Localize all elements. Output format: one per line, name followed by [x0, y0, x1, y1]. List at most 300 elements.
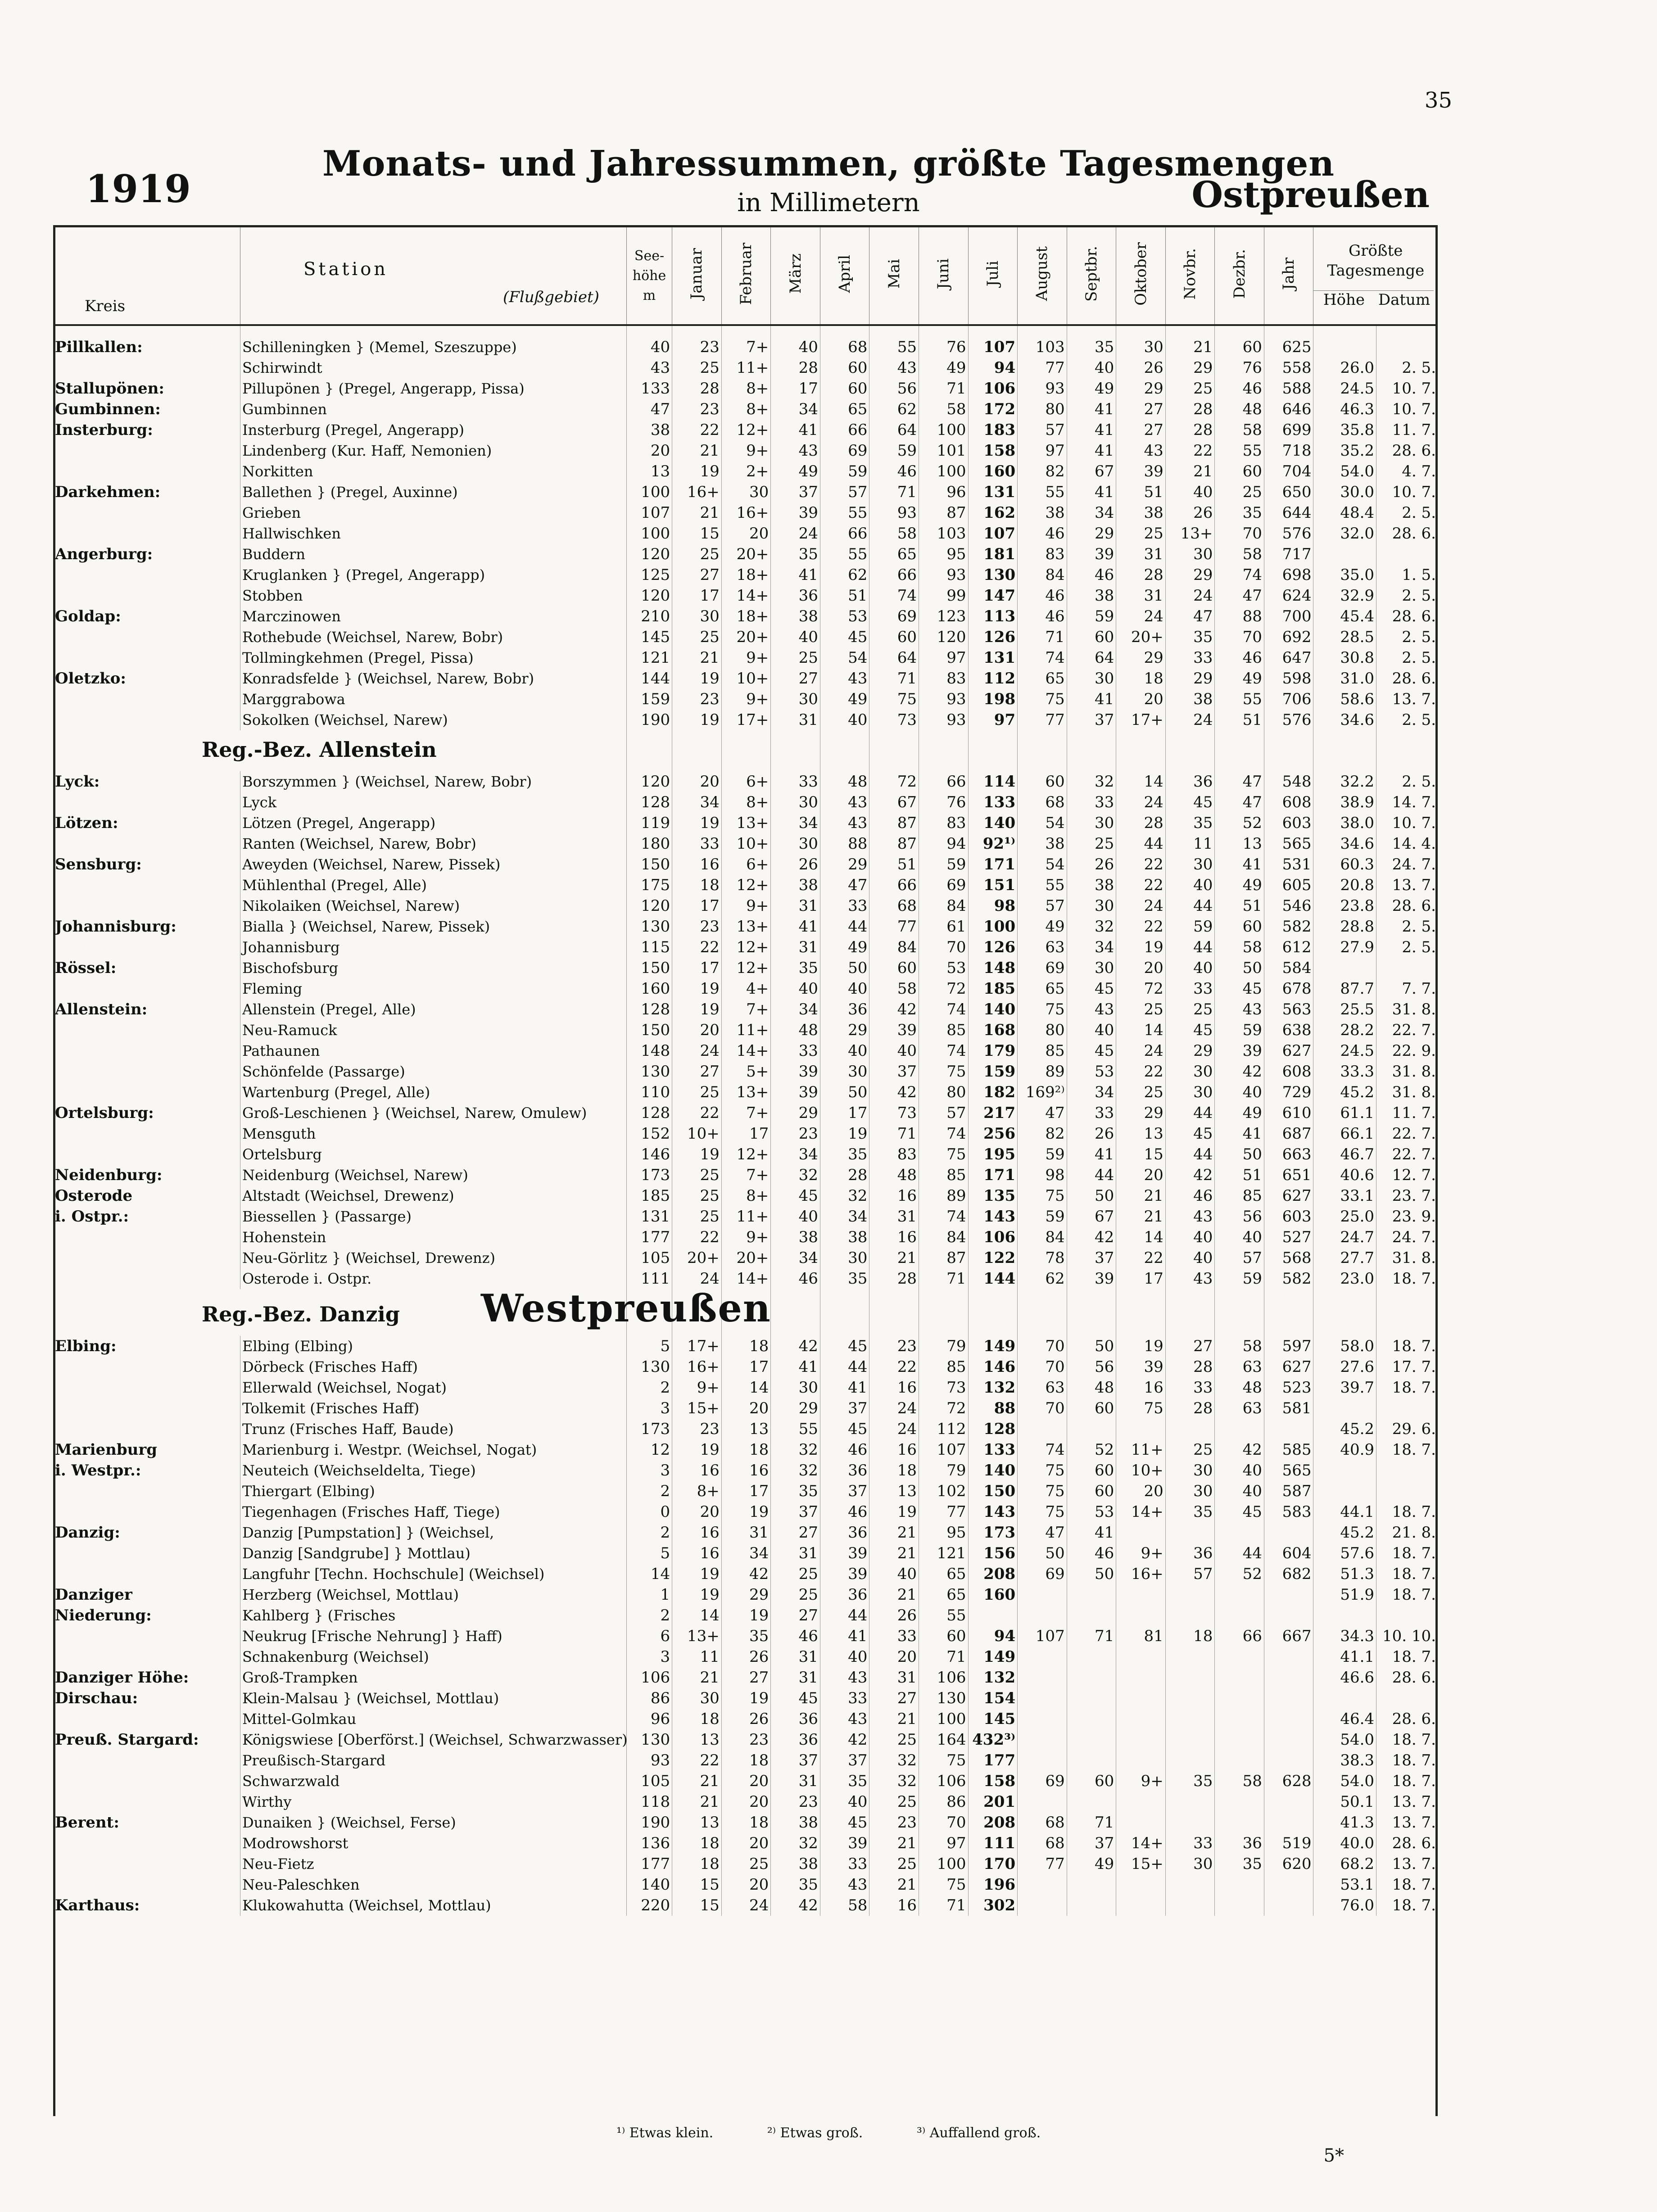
seehoehe-cell: 150	[626, 1020, 672, 1040]
month-cell: 68	[1018, 792, 1067, 813]
month-cell	[1067, 1729, 1116, 1750]
table-row	[53, 896, 1438, 916]
kreis-cell	[53, 357, 240, 378]
month-cell: 40	[820, 978, 869, 999]
month-cell: 49	[1215, 668, 1264, 689]
seehoehe-cell: 146	[626, 1144, 672, 1165]
month-cell	[1116, 1688, 1166, 1709]
jahr-cell: 647	[1264, 647, 1313, 668]
month-cell: 40	[1067, 357, 1116, 378]
month-cell: 86	[919, 1791, 968, 1812]
kreis-cell: Rössel:	[55, 959, 117, 977]
month-cell: 41	[820, 1626, 869, 1647]
month-cell: 14	[1116, 1020, 1166, 1040]
seehoehe-cell: 111	[626, 1268, 672, 1289]
month-cell	[1018, 1688, 1067, 1709]
section-header-cell	[53, 1286, 771, 1336]
month-cell: 17+	[672, 1336, 722, 1357]
month-cell: 133	[968, 1439, 1018, 1460]
max-datum-cell: 18. 7.	[1376, 1874, 1438, 1895]
seehoehe-cell: 173	[626, 1419, 672, 1439]
month-cell: 302	[968, 1895, 1018, 1916]
table-row	[53, 440, 1438, 461]
month-cell: 12+	[721, 1144, 771, 1165]
month-cell: 43	[1116, 440, 1166, 461]
max-datum-cell: 1. 5.	[1376, 565, 1438, 585]
kreis-cell	[53, 1377, 240, 1398]
month-cell: 46	[1067, 565, 1116, 585]
month-cell: 15+	[1116, 1854, 1166, 1874]
section-header-blank	[1165, 730, 1215, 771]
month-cell: 25	[1116, 523, 1166, 544]
month-cell: 70	[1018, 1336, 1067, 1357]
month-cell: 11	[672, 1647, 722, 1667]
max-hoehe-cell: 45.2	[1313, 1419, 1376, 1439]
station-cell: Buddern	[240, 544, 627, 565]
month-cell: 42	[869, 999, 919, 1020]
seehoehe-cell: 131	[626, 1206, 672, 1227]
month-cell: 65	[869, 544, 919, 565]
month-cell: 70	[1215, 627, 1264, 647]
month-cell: 25	[869, 1791, 919, 1812]
seehoehe-cell: 100	[626, 523, 672, 544]
month-cell: 13+	[721, 813, 771, 833]
month-cell: 31	[869, 1667, 919, 1688]
seehoehe-cell: 43	[626, 357, 672, 378]
month-cell: 30	[771, 792, 820, 813]
month-cell	[1067, 1750, 1116, 1771]
seehoehe-cell: 177	[626, 1854, 672, 1874]
max-datum-cell: 2. 5.	[1376, 627, 1438, 647]
month-cell: 33	[1165, 647, 1215, 668]
kreis-cell	[53, 1543, 240, 1564]
month-cell: 30	[721, 482, 771, 502]
jahr-cell: 519	[1264, 1833, 1313, 1854]
table-row	[53, 813, 1438, 833]
month-cell	[1215, 1791, 1264, 1812]
month-cell: 39	[869, 1020, 919, 1040]
footnote-1: ¹⁾ Etwas klein.	[616, 2125, 714, 2141]
month-cell: 28	[1165, 1398, 1215, 1419]
month-cell: 24	[721, 1895, 771, 1916]
month-cell: 46	[1215, 647, 1264, 668]
header-station-label: Station	[303, 259, 389, 280]
jahr-cell: 667	[1264, 1626, 1313, 1647]
month-cell: 58	[1215, 420, 1264, 440]
month-cell: 93	[1018, 378, 1067, 399]
max-hoehe-cell: 38.9	[1313, 792, 1376, 813]
station-cell: Groß-Trampken	[240, 1667, 627, 1688]
month-cell: 49	[1018, 916, 1067, 937]
month-cell: 71	[1018, 627, 1067, 647]
month-cell: 16	[869, 1895, 919, 1916]
header-flussgebiet: (Flußgebiet)	[503, 288, 599, 306]
month-cell: 25	[869, 1854, 919, 1874]
month-cell: 75	[1116, 1398, 1166, 1419]
month-cell: 41	[771, 565, 820, 585]
month-cell: 36	[771, 1729, 820, 1750]
month-cell: 8+	[721, 792, 771, 813]
month-cell: 25	[1067, 833, 1116, 854]
month-cell	[1018, 1874, 1067, 1895]
month-cell: 16	[672, 1543, 722, 1564]
station-cell: Konradsfelde } (Weichsel, Narew, Bobr)	[240, 668, 627, 689]
max-datum-cell: 14. 4.	[1376, 833, 1438, 854]
month-cell: 40	[1215, 1082, 1264, 1103]
section-title: Reg.-Bez. Allenstein	[202, 737, 437, 762]
month-cell: 38	[771, 1812, 820, 1833]
month-cell: 46	[1067, 1543, 1116, 1564]
max-hoehe-cell: 38.3	[1313, 1750, 1376, 1771]
max-hoehe-cell	[1313, 958, 1376, 978]
month-cell: 17+	[721, 710, 771, 730]
month-cell: 40	[771, 1206, 820, 1227]
month-cell: 43	[869, 357, 919, 378]
month-cell: 7+	[721, 1165, 771, 1185]
kreis-cell	[53, 1398, 240, 1419]
station-cell: Mühlenthal (Pregel, Alle)	[240, 875, 627, 896]
month-cell: 66	[820, 420, 869, 440]
month-cell: 92¹⁾	[968, 833, 1018, 854]
kreis-cell: Angerburg:	[55, 545, 153, 563]
station-cell: Tolkemit (Frisches Haff)	[240, 1398, 627, 1419]
month-cell: 106	[919, 1771, 968, 1791]
month-cell: 40	[869, 1564, 919, 1584]
seehoehe-cell: 180	[626, 833, 672, 854]
spacer-cell	[1165, 325, 1215, 337]
month-cell: 130	[919, 1688, 968, 1709]
month-cell: 177	[968, 1750, 1018, 1771]
month-cell: 13	[869, 1481, 919, 1502]
month-cell: 33	[1165, 1833, 1215, 1854]
month-cell: 33	[672, 833, 722, 854]
month-cell: 25	[672, 1165, 722, 1185]
month-cell: 107	[968, 523, 1018, 544]
month-cell: 35	[1165, 627, 1215, 647]
seehoehe-cell: 128	[626, 999, 672, 1020]
month-cell: 20	[1116, 689, 1166, 710]
month-cell: 41	[1067, 399, 1116, 420]
station-cell: Marczinowen	[240, 606, 627, 627]
max-hoehe-cell: 54.0	[1313, 461, 1376, 482]
month-cell: 71	[1067, 1812, 1116, 1833]
month-cell: 53	[820, 606, 869, 627]
month-cell: 84	[919, 1227, 968, 1248]
month-cell: 19	[672, 1439, 722, 1460]
month-cell: 30	[1067, 958, 1116, 978]
month-cell: 43	[820, 1667, 869, 1688]
jahr-cell: 646	[1264, 399, 1313, 420]
spacer-cell	[820, 325, 869, 337]
month-cell: 146	[968, 1357, 1018, 1377]
month-cell: 21	[672, 647, 722, 668]
kreis-cell: Berent:	[55, 1814, 119, 1832]
month-cell	[1116, 1584, 1166, 1605]
month-cell: 35	[771, 1874, 820, 1895]
table-row	[53, 1377, 1438, 1398]
month-cell	[1116, 1729, 1166, 1750]
month-cell: 22	[672, 1103, 722, 1123]
month-cell: 84	[1018, 1227, 1067, 1248]
month-cell: 33	[1165, 1377, 1215, 1398]
month-cell: 28	[869, 1268, 919, 1289]
month-cell: 49	[1067, 1854, 1116, 1874]
month-cell: 131	[968, 482, 1018, 502]
month-cell: 156	[968, 1543, 1018, 1564]
month-cell: 23	[672, 337, 722, 357]
month-cell: 20	[721, 1874, 771, 1895]
month-cell: 25	[771, 647, 820, 668]
month-cell: 87	[869, 813, 919, 833]
month-cell: 256	[968, 1123, 1018, 1144]
month-cell: 101	[919, 440, 968, 461]
month-cell: 75	[919, 1750, 968, 1771]
header-month-8: Septbr.	[1067, 226, 1116, 326]
table-row	[53, 1103, 1438, 1123]
month-cell: 30	[672, 606, 722, 627]
month-cell: 39	[820, 1833, 869, 1854]
month-cell: 31	[869, 1206, 919, 1227]
max-datum-cell: 28. 6.	[1376, 440, 1438, 461]
station-cell: Modrowshorst	[240, 1833, 627, 1854]
month-cell: 89	[1018, 1061, 1067, 1082]
month-cell: 13	[672, 1812, 722, 1833]
month-cell	[1165, 1522, 1215, 1543]
month-cell: 49	[820, 937, 869, 958]
month-cell: 35	[1215, 502, 1264, 523]
month-cell: 24	[672, 1268, 722, 1289]
month-cell: 59	[1018, 1144, 1067, 1165]
month-cell: 69	[1018, 1771, 1067, 1791]
month-cell: 168	[968, 1020, 1018, 1040]
table-row	[53, 1020, 1438, 1040]
max-datum-cell: 18. 7.	[1376, 1543, 1438, 1564]
month-cell: 195	[968, 1144, 1018, 1165]
max-datum-cell: 10. 7.	[1376, 399, 1438, 420]
month-cell: 38	[1067, 585, 1116, 606]
kreis-cell	[53, 710, 240, 730]
table-row	[53, 1061, 1438, 1082]
month-cell: 58	[919, 399, 968, 420]
max-hoehe-cell: 46.3	[1313, 399, 1376, 420]
kreis-cell: i. Westpr.:	[55, 1461, 141, 1479]
month-cell: 30	[1067, 896, 1116, 916]
table-row	[53, 1248, 1438, 1268]
month-cell: 44	[1165, 896, 1215, 916]
month-cell: 76	[919, 337, 968, 357]
table-row	[53, 627, 1438, 647]
region-title-secondary: Westpreußen	[480, 1286, 771, 1330]
month-cell: 23	[672, 916, 722, 937]
month-cell: 70	[1018, 1398, 1067, 1419]
seehoehe-cell: 12	[626, 1439, 672, 1460]
month-cell: 49	[919, 357, 968, 378]
max-hoehe-cell: 25.0	[1313, 1206, 1376, 1227]
table-row	[53, 1439, 1438, 1460]
max-datum-cell: 18. 7.	[1376, 1584, 1438, 1605]
station-cell: Lindenberg (Kur. Haff, Nemonien)	[240, 440, 627, 461]
month-cell: 38	[1165, 689, 1215, 710]
month-cell: 44	[1165, 1103, 1215, 1123]
month-cell	[1018, 1791, 1067, 1812]
kreis-cell	[53, 1227, 240, 1248]
month-cell: 20+	[721, 544, 771, 565]
max-hoehe-cell: 34.3	[1313, 1626, 1376, 1647]
month-cell: 84	[919, 896, 968, 916]
month-cell: 23	[771, 1123, 820, 1144]
max-datum-cell: 7. 7.	[1376, 978, 1438, 999]
month-cell: 31	[771, 896, 820, 916]
header-row	[53, 226, 1438, 326]
month-cell: 31	[1116, 585, 1166, 606]
max-hoehe-cell: 45.2	[1313, 1522, 1376, 1543]
month-cell: 48	[1215, 1377, 1264, 1398]
kreis-cell: Lyck:	[55, 773, 100, 791]
month-cell: 59	[1215, 1020, 1264, 1040]
month-cell: 9+	[672, 1377, 722, 1398]
month-cell: 30	[1067, 813, 1116, 833]
month-cell: 13+	[1165, 523, 1215, 544]
table-row	[53, 668, 1438, 689]
month-cell: 35	[771, 1481, 820, 1502]
kreis-cell	[53, 1791, 240, 1812]
section-header-blank	[869, 1289, 919, 1336]
section-header-blank	[968, 730, 1018, 771]
month-cell: 100	[968, 916, 1018, 937]
month-cell: 18	[869, 1460, 919, 1481]
month-cell: 30	[1116, 337, 1166, 357]
month-cell: 93	[919, 565, 968, 585]
header-seehoehe: See-höhe m	[626, 226, 672, 326]
jahr-cell	[1264, 1791, 1313, 1812]
max-datum-cell: 13. 7.	[1376, 875, 1438, 896]
month-cell	[1165, 1688, 1215, 1709]
jahr-cell	[1264, 1605, 1313, 1626]
section-header-cell	[53, 730, 626, 771]
table-row	[53, 978, 1438, 999]
month-cell: 131	[968, 647, 1018, 668]
month-cell: 74	[919, 1206, 968, 1227]
seehoehe-cell: 93	[626, 1750, 672, 1771]
seehoehe-cell: 121	[626, 647, 672, 668]
kreis-cell: Insterburg:	[55, 421, 153, 439]
month-cell: 49	[1215, 875, 1264, 896]
max-hoehe-cell: 35.0	[1313, 565, 1376, 585]
month-cell: 30	[1165, 1460, 1215, 1481]
month-cell: 71	[919, 1268, 968, 1289]
month-cell: 34	[672, 792, 722, 813]
month-cell: 43	[1165, 1206, 1215, 1227]
month-cell: 39	[820, 1564, 869, 1584]
max-datum-cell: 28. 6.	[1376, 606, 1438, 627]
month-cell: 28	[771, 357, 820, 378]
jahr-cell: 627	[1264, 1357, 1313, 1377]
month-cell: 33	[869, 1626, 919, 1647]
month-cell: 198	[968, 689, 1018, 710]
kreis-cell: Niederung:	[55, 1606, 152, 1624]
max-hoehe-cell: 34.6	[1313, 710, 1376, 730]
section-header-blank	[1067, 1289, 1116, 1336]
month-cell: 55	[1215, 440, 1264, 461]
table-row	[53, 337, 1438, 357]
month-cell: 52	[1215, 1564, 1264, 1584]
month-cell: 44	[1165, 1144, 1215, 1165]
month-cell: 77	[919, 1502, 968, 1522]
month-cell: 22	[1116, 916, 1166, 937]
max-datum-cell: 2. 5.	[1376, 647, 1438, 668]
month-cell: 57	[1215, 1248, 1264, 1268]
month-cell: 39	[771, 502, 820, 523]
month-cell: 38	[771, 1227, 820, 1248]
month-cell	[1215, 1812, 1264, 1833]
table-row	[53, 1626, 1438, 1647]
month-cell: 70	[919, 1812, 968, 1833]
month-cell: 71	[919, 378, 968, 399]
seehoehe-cell: 110	[626, 1082, 672, 1103]
seehoehe-cell: 14	[626, 1564, 672, 1584]
month-cell: 69	[1018, 1564, 1067, 1584]
month-cell: 23	[672, 399, 722, 420]
max-datum-cell: 10. 7.	[1376, 378, 1438, 399]
table-row	[53, 1833, 1438, 1854]
month-cell: 18	[721, 1336, 771, 1357]
max-hoehe-cell: 45.4	[1313, 606, 1376, 627]
month-cell: 13+	[721, 916, 771, 937]
month-cell	[1067, 1709, 1116, 1729]
max-datum-cell: 13. 7.	[1376, 1854, 1438, 1874]
month-cell: 171	[968, 1165, 1018, 1185]
month-cell: 30	[1165, 544, 1215, 565]
month-cell: 28	[1116, 813, 1166, 833]
max-datum-cell: 18. 7.	[1376, 1336, 1438, 1357]
month-cell: 58	[820, 1895, 869, 1916]
max-datum-cell: 18. 7.	[1376, 1729, 1438, 1750]
month-cell: 49	[820, 689, 869, 710]
month-cell: 25	[1116, 999, 1166, 1020]
table-row	[53, 1791, 1438, 1812]
month-cell: 181	[968, 544, 1018, 565]
station-cell: Marienburg i. Westpr. (Weichsel, Nogat)	[240, 1439, 627, 1460]
month-cell: 73	[869, 1103, 919, 1123]
month-cell: 16	[672, 1522, 722, 1543]
month-cell: 71	[1067, 1626, 1116, 1647]
month-cell: 60	[1215, 916, 1264, 937]
max-hoehe-cell: 30.0	[1313, 482, 1376, 502]
max-datum-cell	[1376, 1688, 1438, 1709]
max-datum-cell	[1376, 1481, 1438, 1502]
kreis-cell	[53, 1874, 240, 1895]
kreis-cell	[53, 502, 240, 523]
month-cell: 41	[771, 420, 820, 440]
table-row	[53, 1357, 1438, 1377]
month-cell: 66	[919, 771, 968, 792]
month-cell: 35	[820, 1268, 869, 1289]
jahr-cell: 523	[1264, 1377, 1313, 1398]
month-cell: 55	[1018, 875, 1067, 896]
table-row	[53, 1123, 1438, 1144]
month-cell: 25	[1165, 1439, 1215, 1460]
jahr-cell: 582	[1264, 1268, 1313, 1289]
jahr-cell: 729	[1264, 1082, 1313, 1103]
month-cell: 30	[771, 833, 820, 854]
month-cell: 22	[1116, 854, 1166, 875]
month-cell: 19	[672, 1584, 722, 1605]
month-cell: 196	[968, 1874, 1018, 1895]
station-cell: Mensguth	[240, 1123, 627, 1144]
month-cell: 19	[820, 1123, 869, 1144]
station-cell: Schilleningken } (Memel, Szeszuppe)	[240, 337, 627, 357]
month-cell: 25	[672, 544, 722, 565]
